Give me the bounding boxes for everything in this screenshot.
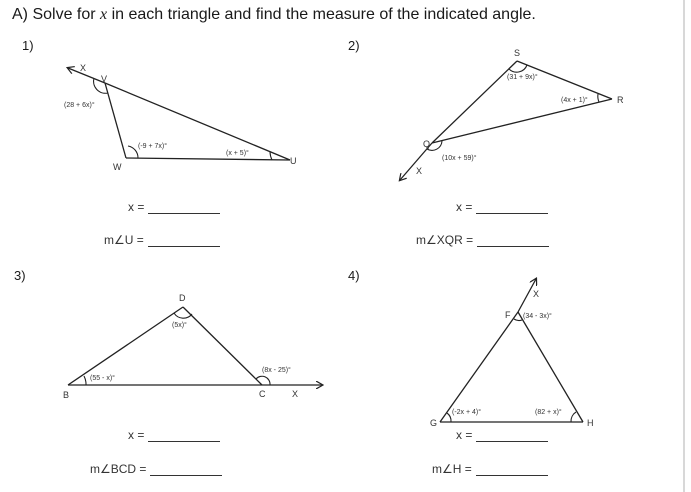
- angle-arc-B: [84, 376, 86, 385]
- angle-label-D: (5x)°: [172, 322, 187, 329]
- angle-label-U: (x + 5)°: [226, 150, 249, 157]
- segment-SQ: [432, 61, 517, 143]
- answer-label: m∠H =: [432, 462, 472, 476]
- vertex-label-X1: X: [80, 63, 87, 73]
- segment-FG: [440, 312, 518, 422]
- segment-DC: [183, 307, 262, 385]
- answer-label: x =: [456, 428, 473, 442]
- vertex-label-Q: Q: [423, 139, 431, 149]
- answer-blank[interactable]: [476, 429, 548, 442]
- answer-blank[interactable]: [150, 463, 222, 476]
- problem-2-angle-answer: [416, 233, 549, 247]
- segment-QR: [432, 99, 612, 143]
- segment-DB: [68, 307, 183, 385]
- angle-label-F: (34 - 3x)°: [523, 313, 552, 320]
- vertex-label-U: U: [290, 156, 297, 166]
- problem-1-number: 1): [22, 38, 34, 53]
- triangle-4: [430, 279, 594, 428]
- angle-label-S: (31 + 9x)°: [507, 74, 538, 81]
- triangle-2: [400, 48, 624, 180]
- angle-label-B: (55 - x)°: [90, 375, 115, 382]
- answer-label: x =: [456, 200, 473, 214]
- problem-1-angle-answer: [104, 233, 220, 247]
- vertex-label-V: V: [101, 74, 108, 84]
- angle-label-W: (-9 + 7x)°: [138, 143, 168, 150]
- segment-WU: [126, 158, 290, 160]
- vertex-label-B: B: [63, 390, 70, 400]
- answer-blank[interactable]: [148, 201, 220, 214]
- answer-label: x =: [128, 200, 145, 214]
- angle-arc-H: [571, 412, 576, 422]
- angle-arc-G: [447, 413, 451, 422]
- angle-label-G: (-2x + 4)°: [452, 409, 482, 416]
- answer-label: m∠XQR =: [416, 233, 474, 247]
- problem-2-x-answer: [456, 200, 548, 214]
- angle-label-R: (4x + 1)°: [561, 97, 588, 104]
- answer-label: x =: [128, 428, 145, 442]
- instructions-prefix: A) Solve for: [12, 6, 101, 23]
- vertex-label-X4: X: [533, 289, 540, 299]
- vertex-label-F: F: [505, 310, 511, 320]
- instructions-variable: x: [100, 6, 108, 23]
- triangle-1: [64, 63, 297, 172]
- angle-arc-U: [270, 152, 272, 160]
- problem-1-x-answer: [128, 200, 220, 214]
- answer-blank[interactable]: [476, 201, 548, 214]
- problem-3-number: 3): [14, 268, 26, 283]
- angle-label-C: (8x - 25)°: [262, 367, 291, 374]
- vertex-label-H: H: [587, 418, 594, 428]
- problem-3-x-answer: [128, 428, 220, 442]
- problem-4-angle-answer: [432, 462, 548, 476]
- vertex-label-C: C: [259, 389, 266, 399]
- answer-label: m∠BCD =: [90, 462, 147, 476]
- segment-VW: [105, 83, 126, 158]
- angle-arc-W: [128, 146, 138, 158]
- vertex-label-R: R: [617, 95, 624, 105]
- vertex-label-W: W: [113, 162, 122, 172]
- vertex-label-X3: X: [292, 389, 299, 399]
- vertex-label-G: G: [430, 418, 438, 428]
- segment-FH: [518, 312, 583, 422]
- problem-2-number: 2): [348, 38, 360, 53]
- answer-blank[interactable]: [148, 234, 220, 247]
- vertex-label-S: S: [514, 48, 521, 58]
- triangle-3: [63, 293, 322, 400]
- problem-4-number: 4): [348, 268, 360, 283]
- problem-3-angle-answer: [90, 462, 222, 476]
- answer-label: m∠U =: [104, 233, 144, 247]
- answer-blank[interactable]: [148, 429, 220, 442]
- vertex-label-D: D: [179, 293, 186, 303]
- answer-blank[interactable]: [477, 234, 549, 247]
- instructions-suffix: in each triangle and find the measure of the indicated angle.: [107, 6, 536, 23]
- vertex-label-X2: X: [416, 166, 423, 176]
- angle-arc-R: [598, 94, 599, 102]
- angle-arc-F: [514, 319, 522, 321]
- problem-4-x-answer: [456, 428, 548, 442]
- answer-blank[interactable]: [476, 463, 548, 476]
- angle-label-V: (28 + 6x)°: [64, 102, 95, 109]
- angle-label-H: (82 + x)°: [535, 409, 562, 416]
- angle-label-Q: (10x + 59)°: [442, 155, 477, 162]
- ray-VX: [68, 68, 108, 84]
